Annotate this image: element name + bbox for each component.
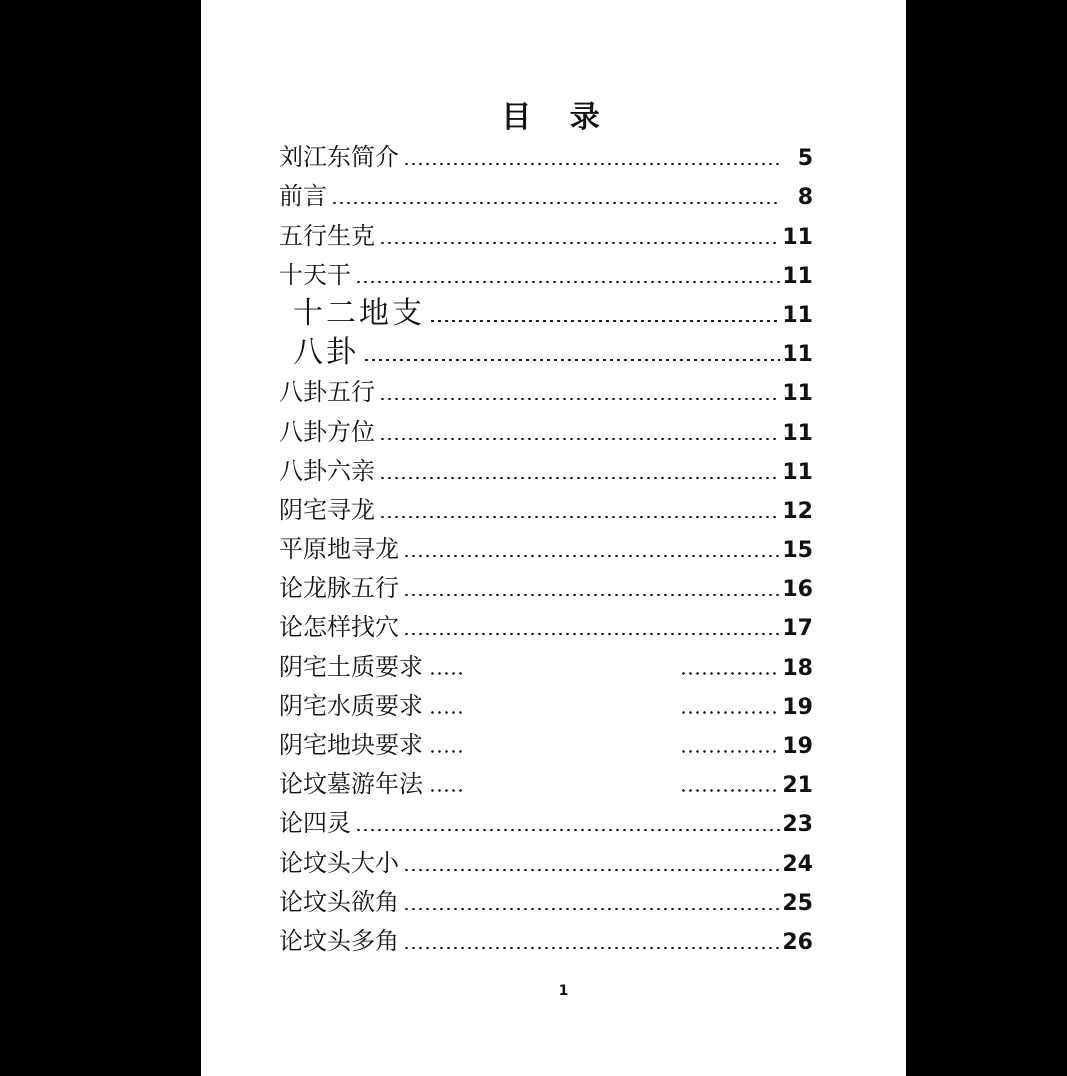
toc-entry-page: 11 [782, 342, 813, 368]
toc-entry [279, 292, 813, 331]
dot-leader [355, 281, 780, 283]
toc-entry [279, 644, 813, 683]
toc-entry-title: 论龙脉五行 [279, 574, 399, 603]
toc-entry [279, 723, 813, 762]
toc-entry-title: 十二地支 [293, 295, 425, 331]
toc-entry-page: 11 [782, 420, 813, 446]
toc-entry-page: 16 [782, 577, 813, 603]
split-dot-leader [423, 711, 782, 714]
dot-leader [403, 594, 780, 596]
toc-entry [279, 684, 813, 723]
toc-entry-page: 25 [782, 890, 813, 916]
dot-leader [403, 633, 780, 635]
toc-entry [279, 605, 813, 644]
toc-entry [279, 174, 813, 213]
toc-entry-title: 论坟墓游年法 [279, 770, 423, 799]
toc-entry-title: 刘江东简介 [279, 143, 399, 172]
toc-entry [279, 331, 813, 370]
dot-leader [355, 829, 780, 831]
toc-entry [279, 370, 813, 409]
toc-entry-page: 19 [782, 694, 813, 720]
toc-entry-title: 阴宅土质要求 [279, 652, 423, 681]
toc-entry-page: 11 [782, 224, 813, 250]
dot-leader [403, 163, 781, 165]
toc-entry-title: 五行生克 [279, 221, 375, 250]
dot-leader [379, 398, 780, 400]
toc-entry-title: 阴宅寻龙 [279, 495, 375, 524]
toc-entry [279, 919, 813, 958]
toc-entry-page: 11 [782, 263, 813, 289]
toc-entry-page: 24 [782, 851, 813, 877]
toc-entry-title: 前言 [279, 182, 327, 211]
toc-entry-title: 阴宅水质要求 [279, 691, 423, 720]
toc-entry-title: 阴宅地块要求 [279, 731, 423, 759]
toc-entry [279, 527, 813, 566]
toc-entry [279, 213, 813, 252]
toc-entry-page: 5 [797, 146, 813, 172]
toc-entry [279, 135, 813, 174]
dot-leader [379, 516, 780, 518]
toc-entry-page: 19 [782, 734, 813, 759]
page-number: 1 [558, 983, 569, 999]
dot-leader [403, 908, 780, 910]
dot-leader [379, 242, 780, 244]
toc-title: 目 录 [501, 100, 614, 135]
split-dot-leader [423, 789, 782, 792]
toc-entry [279, 840, 813, 879]
toc-entry-title: 八卦六亲 [279, 456, 375, 485]
dot-leader [379, 477, 780, 479]
toc-entry [279, 566, 813, 605]
dot-leader [331, 202, 781, 204]
dot-leader [403, 555, 780, 557]
toc-entry-page: 15 [782, 538, 813, 564]
toc-entry [279, 253, 813, 292]
toc-entry-title: 八卦方位 [279, 417, 375, 446]
toc-entry-title: 论坟头多角 [279, 926, 399, 955]
toc-entry [279, 488, 813, 527]
toc-entry-page: 11 [782, 381, 813, 407]
toc-entry-title: 八卦五行 [279, 378, 375, 407]
toc-entry [279, 801, 813, 840]
toc-entry-title: 论坟头大小 [279, 848, 399, 877]
dot-leader [403, 947, 780, 949]
toc-entry-title: 论四灵 [279, 809, 351, 838]
toc-entry-page: 17 [782, 616, 813, 642]
toc-entry-page: 8 [797, 185, 813, 211]
dot-leader [379, 438, 780, 440]
toc-entry-title: 论怎样找穴 [279, 613, 399, 642]
document-page [201, 0, 906, 1076]
split-dot-leader [423, 672, 782, 675]
toc-entry-title: 平原地寻龙 [279, 535, 399, 564]
toc-entry [279, 409, 813, 448]
toc-entry-title: 八卦 [293, 335, 359, 371]
toc-entry-title: 论坟头欲角 [279, 887, 399, 916]
table-of-contents [279, 135, 813, 958]
toc-entry [279, 762, 813, 801]
toc-entry-page: 11 [782, 459, 813, 485]
toc-entry [279, 880, 813, 919]
dot-leader [363, 359, 780, 361]
toc-entry-page: 12 [782, 498, 813, 524]
toc-entry-page: 11 [782, 302, 813, 328]
toc-entry-page: 23 [782, 812, 813, 838]
toc-entry-page: 21 [782, 773, 813, 799]
dot-leader [429, 320, 780, 322]
split-dot-leader [423, 750, 782, 753]
toc-entry-page: 18 [782, 655, 813, 681]
toc-entry-title: 十天干 [279, 260, 351, 289]
dot-leader [403, 869, 780, 871]
toc-entry-page: 26 [782, 929, 813, 955]
toc-entry [279, 449, 813, 488]
